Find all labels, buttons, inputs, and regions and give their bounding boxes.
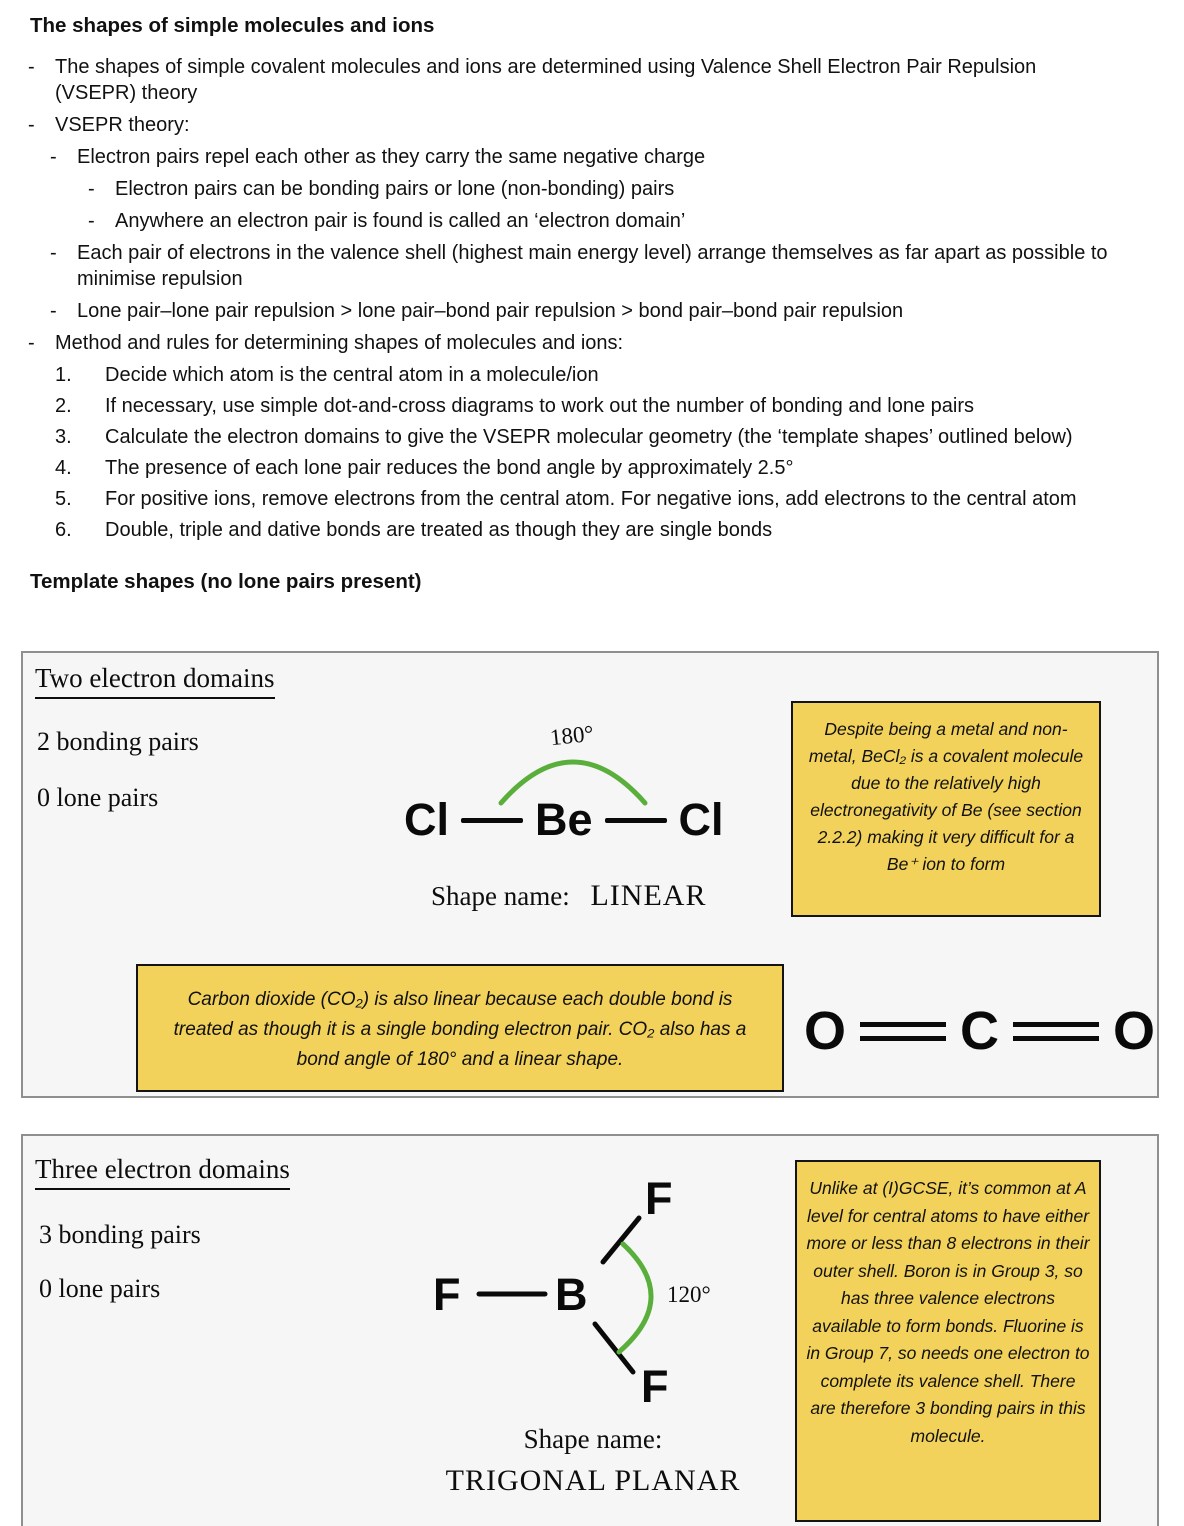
rule-text: Calculate the electron domains to give the VSEPR molecular geometry (the ‘template shapes’ outlined below) bbox=[105, 426, 1073, 448]
double-bond bbox=[860, 1022, 946, 1041]
bullet-item bbox=[50, 298, 1162, 324]
atom-be-center: Be bbox=[535, 794, 593, 845]
notes-section bbox=[0, 0, 1182, 595]
rule-text: Decide which atom is the central atom in a molecule/ion bbox=[105, 364, 599, 386]
bullet-item bbox=[28, 330, 1162, 356]
three-domains-heading: Three electron domains bbox=[35, 1154, 290, 1190]
rule-number: 5. bbox=[55, 488, 72, 510]
three-domains-lone-pairs: 0 lone pairs bbox=[39, 1274, 161, 1303]
shape-name-value: TRIGONAL PLANAR bbox=[445, 1464, 741, 1497]
shape-name-value: LINEAR bbox=[590, 879, 707, 912]
bullet-item bbox=[28, 54, 1162, 106]
rule-item bbox=[55, 486, 1162, 512]
note-becl2-covalent: Despite being a metal and non-metal, BeCl₂ is a covalent molecule due to the relatively high electronegativity of Be (see section 2.2.2) making it very difficult for a Be⁺ ion to form bbox=[791, 701, 1101, 917]
bond-angle-label-120: 120° bbox=[667, 1282, 711, 1307]
page-title: The shapes of simple molecules and ions bbox=[30, 14, 435, 37]
rule-number: 2. bbox=[55, 395, 72, 417]
bullet-text: The shapes of simple covalent molecules and ions are determined using Valence Shell Electron Pair Repulsion (VSEPR) theory bbox=[55, 56, 1037, 104]
atom-cl-right: Cl bbox=[678, 794, 724, 845]
single-bond bbox=[605, 818, 667, 823]
panel-three-electron-domains bbox=[21, 1134, 1159, 1526]
bullet-item bbox=[88, 208, 1162, 234]
bullet-text: Each pair of electrons in the valence shell (highest main energy level) arrange themselves as far apart as possible to minimise repulsion bbox=[77, 242, 1108, 290]
shape-name-label: Shape name: bbox=[431, 881, 570, 911]
bullet-dash: - bbox=[28, 332, 35, 354]
note-co2-linear: Carbon dioxide (CO₂) is also linear because each double bond is treated as though it is a single bonding electron pair. CO₂ also has a bond angle of 180° and a linear shape. bbox=[136, 964, 784, 1092]
bullet-text: Electron pairs repel each other as they carry the same negative charge bbox=[77, 146, 706, 168]
bullet-item bbox=[50, 240, 1162, 292]
rule-number: 4. bbox=[55, 457, 72, 479]
two-domains-bonding-pairs: 2 bonding pairs bbox=[37, 727, 199, 756]
bullet-dash: - bbox=[88, 178, 95, 200]
atom-b-center: B bbox=[555, 1269, 588, 1320]
three-domains-bonding-pairs: 3 bonding pairs bbox=[39, 1220, 201, 1249]
bullet-text: Lone pair–lone pair repulsion > lone pair–bond pair repulsion > bond pair–bond pair repulsion bbox=[77, 300, 904, 322]
two-domains-lone-pairs: 0 lone pairs bbox=[37, 783, 159, 812]
rule-text: If necessary, use simple dot-and-cross diagrams to work out the number of bonding and lone pairs bbox=[105, 395, 974, 417]
rule-item bbox=[55, 424, 1162, 450]
double-bond bbox=[1013, 1022, 1099, 1041]
two-domains-heading: Two electron domains bbox=[35, 663, 275, 699]
bullet-text: Method and rules for determining shapes of molecules and ions: bbox=[55, 332, 624, 354]
single-bond bbox=[461, 818, 523, 823]
rule-item bbox=[55, 517, 1162, 543]
atom-f-top: F bbox=[645, 1173, 673, 1224]
atom-o-right: O bbox=[1113, 1001, 1156, 1061]
bullet-text: Anywhere an electron pair is found is called an ‘electron domain’ bbox=[115, 210, 686, 232]
note-bf3-valence: Unlike at (I)GCSE, it’s common at A level for central atoms to have either more or less than 8 electrons in their outer shell. Boron is in Group 3, so has three valence electrons available to form bonds. Fluorine is in Group 7, so needs one electron to complete its valence shell. There are therefore 3 bonding pairs in this molecule. bbox=[795, 1160, 1101, 1522]
atom-c-center: C bbox=[960, 1001, 1000, 1061]
bullet-item bbox=[88, 176, 1162, 202]
bullet-dash: - bbox=[50, 146, 57, 168]
bullet-dash: - bbox=[50, 242, 57, 264]
rule-number: 1. bbox=[55, 364, 72, 386]
co2-molecule-diagram bbox=[804, 1000, 1155, 1062]
shape-name-label: Shape name: bbox=[523, 1424, 663, 1454]
bullet-item bbox=[28, 112, 1162, 138]
rule-number: 6. bbox=[55, 519, 72, 541]
panel-two-electron-domains bbox=[21, 651, 1159, 1098]
bf3-molecule-diagram bbox=[423, 1158, 773, 1428]
rule-item bbox=[55, 393, 1162, 419]
atom-f-bottom: F bbox=[641, 1361, 669, 1412]
atom-o-left: O bbox=[804, 1001, 847, 1061]
rule-text: Double, triple and dative bonds are treated as though they are single bonds bbox=[105, 519, 773, 541]
rule-text: The presence of each lone pair reduces the bond angle by approximately 2.5° bbox=[105, 457, 794, 479]
rule-item bbox=[55, 362, 1162, 388]
bullet-dash: - bbox=[28, 56, 35, 78]
rule-number: 3. bbox=[55, 426, 72, 448]
atom-cl-left: Cl bbox=[404, 794, 449, 845]
bullet-text: VSEPR theory: bbox=[55, 114, 190, 136]
bond-angle-label-180: 180° bbox=[548, 720, 595, 751]
becl2-molecule-diagram bbox=[404, 794, 724, 846]
bullet-dash: - bbox=[88, 210, 95, 232]
template-shapes-heading: Template shapes (no lone pairs present) bbox=[30, 570, 422, 593]
shape-name-linear bbox=[431, 879, 706, 913]
bullet-text: Electron pairs can be bonding pairs or lone (non-bonding) pairs bbox=[115, 178, 675, 200]
bullet-dash: - bbox=[50, 300, 57, 322]
rule-text: For positive ions, remove electrons from the central atom. For negative ions, add electrons to the central atom bbox=[105, 488, 1077, 510]
bullet-item bbox=[50, 144, 1162, 170]
atom-f-left: F bbox=[433, 1269, 461, 1320]
bond-angle-arc-120 bbox=[619, 1244, 651, 1352]
bond-b-fbottom bbox=[595, 1324, 633, 1372]
rule-item bbox=[55, 455, 1162, 481]
bullet-dash: - bbox=[28, 114, 35, 136]
